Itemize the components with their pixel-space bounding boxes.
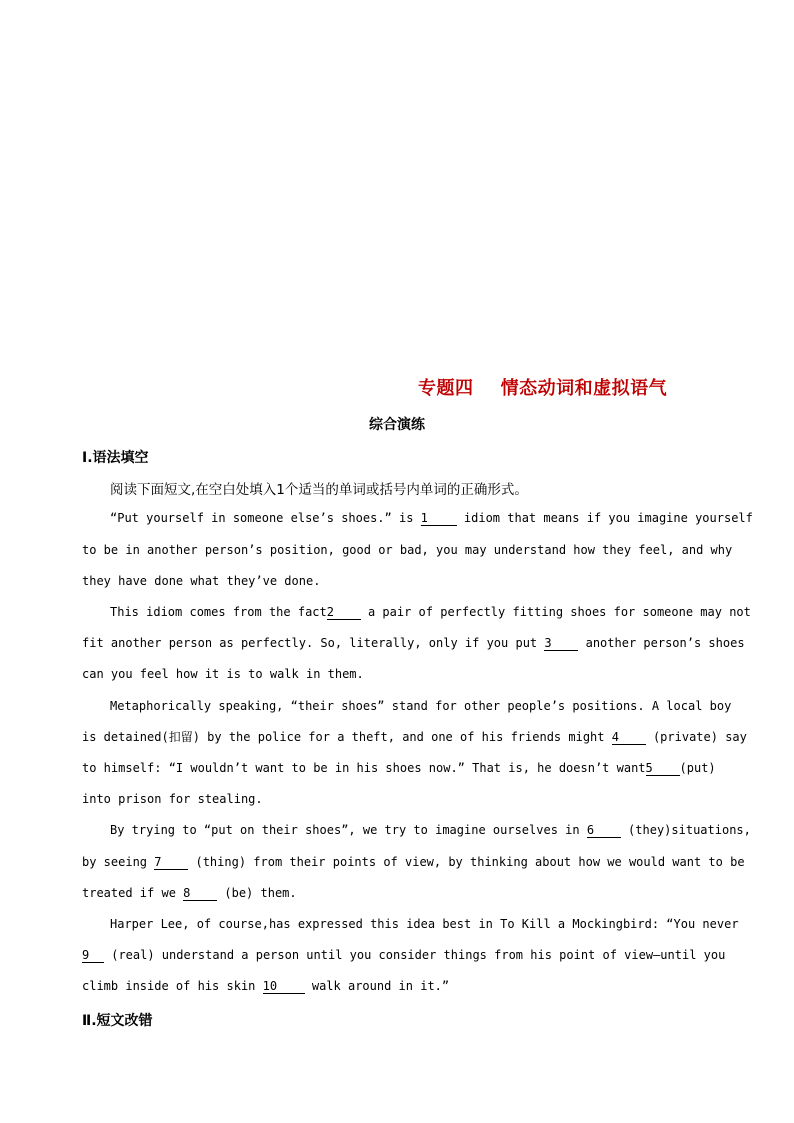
- blank-1[interactable]: 1: [421, 511, 457, 526]
- passage-line: is detained(扣留) by the police for a theft, and one of his friends might 4 (private) say: [82, 730, 747, 744]
- blank-10[interactable]: 10: [263, 979, 305, 994]
- passage-line: into prison for stealing.: [82, 792, 263, 806]
- passage-line: fit another person as perfectly. So, literally, only if you put 3 another person’s shoes: [82, 636, 745, 650]
- blank-3[interactable]: 3: [544, 636, 578, 651]
- blank-7[interactable]: 7: [154, 855, 188, 870]
- passage-line: by seeing 7 (thing) from their points of view, by thinking about how we would want to be: [82, 855, 745, 869]
- instruction-text: 阅读下面短文,在空白处填入1个适当的单词或括号内单词的正确形式。: [110, 482, 528, 498]
- blank-6[interactable]: 6: [587, 823, 621, 838]
- passage-line: can you feel how it is to walk in them.: [82, 667, 364, 681]
- blank-4[interactable]: 4: [612, 730, 646, 745]
- blank-8[interactable]: 8: [183, 886, 217, 901]
- subtitle: 综合演练: [369, 417, 425, 433]
- blank-2[interactable]: 2: [327, 605, 361, 620]
- passage-line: Harper Lee, of course,has expressed this idea best in To Kill a Mockingbird: “You never: [110, 917, 739, 931]
- blank-5[interactable]: 5: [646, 761, 680, 776]
- passage-line: climb inside of his skin 10 walk around in it.”: [82, 979, 450, 993]
- passage-line: treated if we 8 (be) them.: [82, 886, 297, 900]
- passage-line: to himself: “I wouldn’t want to be in his shoes now.” That is, he doesn’t want5 (put): [82, 761, 716, 775]
- passage-line: “Put yourself in someone else’s shoes.” is 1 idiom that means if you imagine yourself: [110, 511, 753, 525]
- page-title: 专题四 情态动词和虚拟语气: [418, 378, 668, 399]
- passage-line: Metaphorically speaking, “their shoes” stand for other people’s positions. A local boy: [110, 699, 732, 713]
- passage-line: By trying to “put on their shoes”, we try to imagine ourselves in 6 (they)situations,: [110, 823, 751, 837]
- passage-line: 9 (real) understand a person until you consider things from his point of view—until you: [82, 948, 726, 962]
- passage-line: to be in another person’s position, good or bad, you may understand how they feel, and why: [82, 543, 733, 557]
- section-heading-grammar: Ⅰ.语法填空: [82, 450, 149, 466]
- blank-9[interactable]: 9: [82, 948, 104, 963]
- section-heading-error-correction: Ⅱ.短文改错: [82, 1013, 153, 1029]
- passage-line: they have done what they’ve done.: [82, 574, 321, 588]
- passage-line: This idiom comes from the fact2 a pair of perfectly fitting shoes for someone may not: [110, 605, 751, 619]
